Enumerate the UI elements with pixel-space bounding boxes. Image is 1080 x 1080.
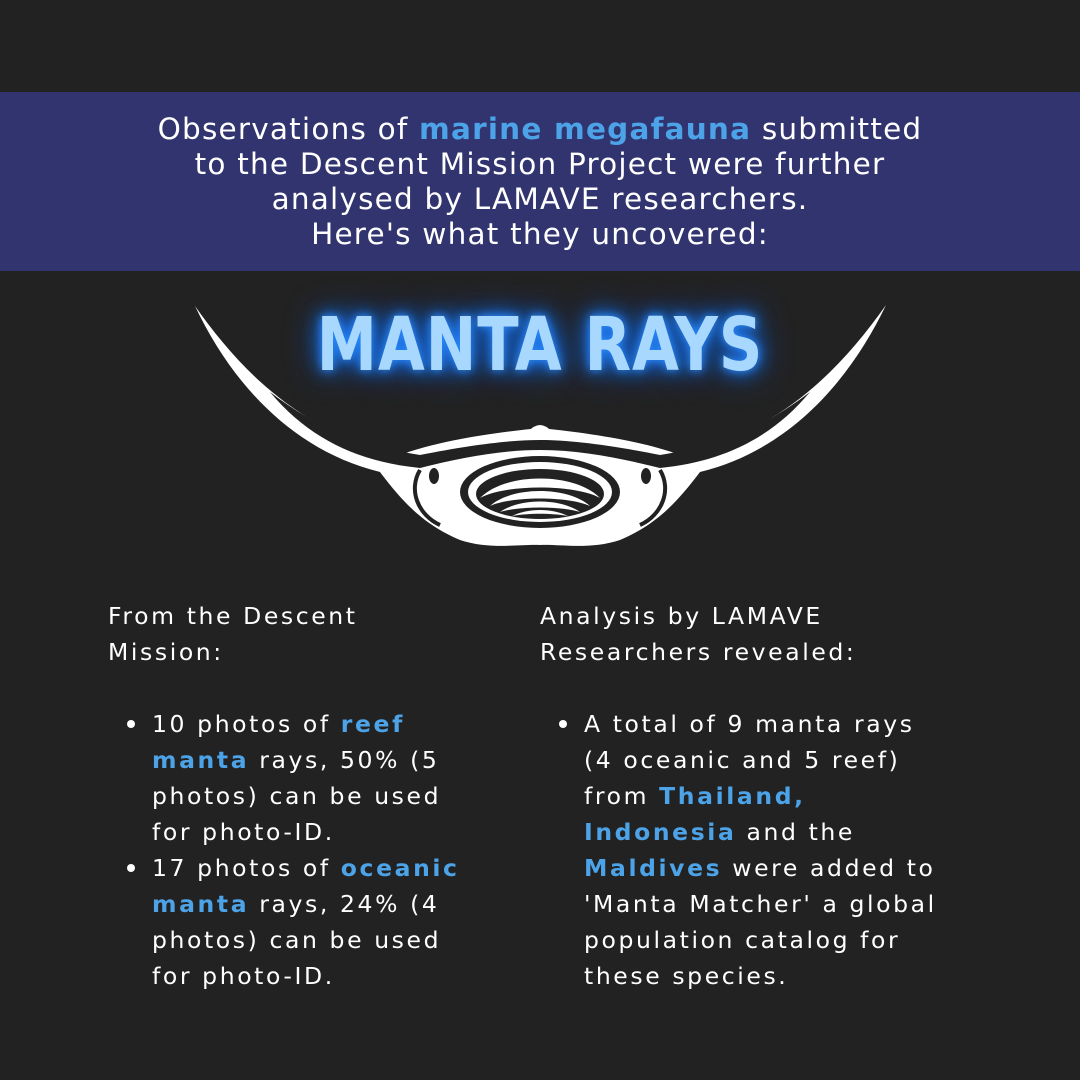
item-highlight: manta [152, 890, 250, 918]
item-text: and the [736, 818, 855, 846]
list-item [584, 706, 990, 994]
list-item [152, 850, 508, 994]
item-highlight: manta [152, 746, 250, 774]
item-text: (4 oceanic and 5 reef) [584, 746, 901, 774]
item-text: rays, 24% (4 [249, 890, 440, 918]
item-text: for photo-ID. [152, 818, 335, 846]
left-heading [108, 598, 508, 670]
list-item [152, 706, 508, 850]
intro-line-3: analysed by LAMAVE researchers. [271, 181, 809, 216]
item-text: photos) can be used [152, 926, 442, 954]
item-text: photos) can be used [152, 782, 442, 810]
item-text: were added to [722, 854, 936, 882]
right-heading [540, 598, 990, 670]
intro-line-2: to the Descent Mission Project were further [194, 146, 886, 181]
item-text: these species. [584, 962, 789, 990]
right-heading-line-1: Analysis by LAMAVE [540, 602, 823, 630]
item-highlight: oceanic [340, 854, 460, 882]
country-thailand: Thailand, [659, 782, 806, 810]
item-text: from [584, 782, 660, 810]
country-indonesia: Indonesia [584, 818, 737, 846]
country-maldives: Maldives [584, 854, 723, 882]
item-text: population catalog for [584, 926, 901, 954]
intro-highlight: marine megafauna [419, 111, 752, 146]
descent-mission-column [108, 598, 508, 994]
left-heading-line-2: Mission: [108, 638, 224, 666]
item-highlight: reef [340, 710, 405, 738]
item-text: 17 photos of [152, 854, 341, 882]
item-text: rays, 50% (5 [249, 746, 440, 774]
left-list [108, 706, 508, 994]
intro-line-1: Observations of [157, 111, 420, 146]
item-text: for photo-ID. [152, 962, 335, 990]
left-heading-line-1: From the Descent [108, 602, 358, 630]
intro-line-1-end: submitted [751, 111, 923, 146]
item-text: 'Manta Matcher' a global [584, 890, 937, 918]
right-heading-line-2: Researchers revealed: [540, 638, 857, 666]
item-text: A total of 9 manta rays [584, 710, 915, 738]
item-text: 10 photos of [152, 710, 341, 738]
right-list [540, 706, 990, 994]
lamave-analysis-column [540, 598, 990, 994]
page-title: MANTA RAYS [316, 302, 764, 388]
intro-line-4: Here's what they uncovered: [311, 216, 769, 251]
